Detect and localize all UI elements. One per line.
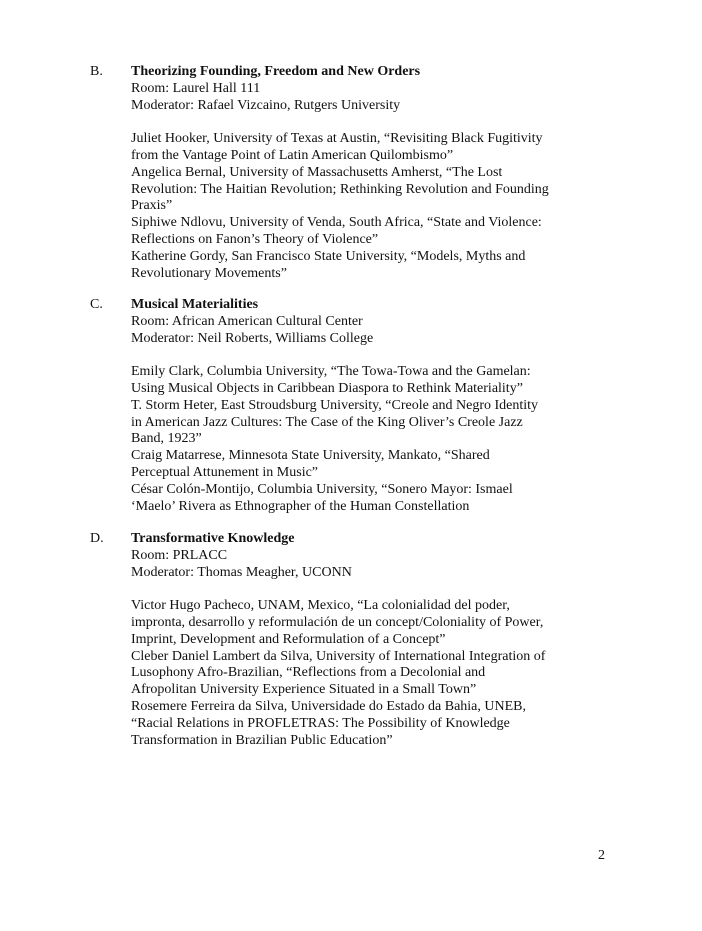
panel-moderator: Moderator: Neil Roberts, Williams College xyxy=(131,330,374,346)
paper-line: Reflections on Fanon’s Theory of Violence” xyxy=(131,231,379,247)
panel-title: Theorizing Founding, Freedom and New Orders xyxy=(131,64,421,79)
panel-moderator: Moderator: Thomas Meagher, UCONN xyxy=(131,564,352,580)
paper-line: Victor Hugo Pacheco, UNAM, Mexico, “La colonialidad del poder, xyxy=(131,598,510,614)
section-body xyxy=(131,64,601,282)
spacer xyxy=(131,347,601,364)
section-letter: B. xyxy=(90,64,103,79)
paper-line: Katherine Gordy, San Francisco State University, “Models, Myths and xyxy=(131,248,526,264)
panel-room: Room: Laurel Hall 111 xyxy=(131,80,261,96)
panel-title: Musical Materialities xyxy=(131,297,259,312)
paper-line: Angelica Bernal, University of Massachusetts Amherst, “The Lost xyxy=(131,164,503,180)
paper-line: Afropolitan University Experience Situated in a Small Town” xyxy=(131,682,477,698)
spacer xyxy=(131,114,601,131)
paper-line: Using Musical Objects in Caribbean Diaspora to Rethink Materiality” xyxy=(131,380,523,396)
paper-line: T. Storm Heter, East Stroudsburg University, “Creole and Negro Identity xyxy=(131,397,539,413)
paper-line: Perceptual Attunement in Music” xyxy=(131,464,319,480)
paper-line: Lusophony Afro-Brazilian, “Reflections from a Decolonial and xyxy=(131,665,486,681)
paper-line: Siphiwe Ndlovu, University of Venda, South Africa, “State and Violence: xyxy=(131,215,542,231)
section-body xyxy=(131,297,601,515)
panel-room: Room: PRLACC xyxy=(131,547,228,563)
paper-line: Transformation in Brazilian Public Education” xyxy=(131,732,393,748)
paper-line: Revolutionary Movements” xyxy=(131,265,287,281)
paper-line: Revolution: The Haitian Revolution; Rethinking Revolution and Founding xyxy=(131,181,549,197)
panel-moderator: Moderator: Rafael Vizcaino, Rutgers University xyxy=(131,97,401,113)
paper-line: Imprint, Development and Reformulation of a Concept” xyxy=(131,631,446,647)
paper-line: Rosemere Ferreira da Silva, Universidade do Estado da Bahia, UNEB, xyxy=(131,698,527,714)
page-number: 2 xyxy=(598,848,605,863)
paper-line: Emily Clark, Columbia University, “The Towa-Towa and the Gamelan: xyxy=(131,364,531,380)
paper-line: from the Vantage Point of Latin American Quilombismo” xyxy=(131,147,454,163)
paper-line: “Racial Relations in PROFLETRAS: The Possibility of Knowledge xyxy=(131,715,510,731)
paper-line: Band, 1923” xyxy=(131,431,202,447)
paper-line: Juliet Hooker, University of Texas at Austin, “Revisiting Black Fugitivity xyxy=(131,131,543,147)
section-letter: C. xyxy=(90,297,103,312)
panel-title: Transformative Knowledge xyxy=(131,531,295,546)
paper-line: Craig Matarrese, Minnesota State University, Mankato, “Shared xyxy=(131,448,490,464)
paper-line: Praxis” xyxy=(131,198,173,214)
section-body xyxy=(131,531,601,749)
paper-line: impronta, desarrollo y reformulación de un concept/Coloniality of Power, xyxy=(131,614,544,630)
spacer xyxy=(131,581,601,598)
section-letter: D. xyxy=(90,531,104,546)
paper-line: ‘Maelo’ Rivera as Ethnographer of the Human Constellation xyxy=(131,498,470,514)
panel-room: Room: African American Cultural Center xyxy=(131,313,363,329)
paper-line: Cleber Daniel Lambert da Silva, University of International Integration of xyxy=(131,648,546,664)
paper-line: César Colón-Montijo, Columbia University, “Sonero Mayor: Ismael xyxy=(131,481,513,497)
paper-line: in American Jazz Cultures: The Case of the King Oliver’s Creole Jazz xyxy=(131,414,523,430)
